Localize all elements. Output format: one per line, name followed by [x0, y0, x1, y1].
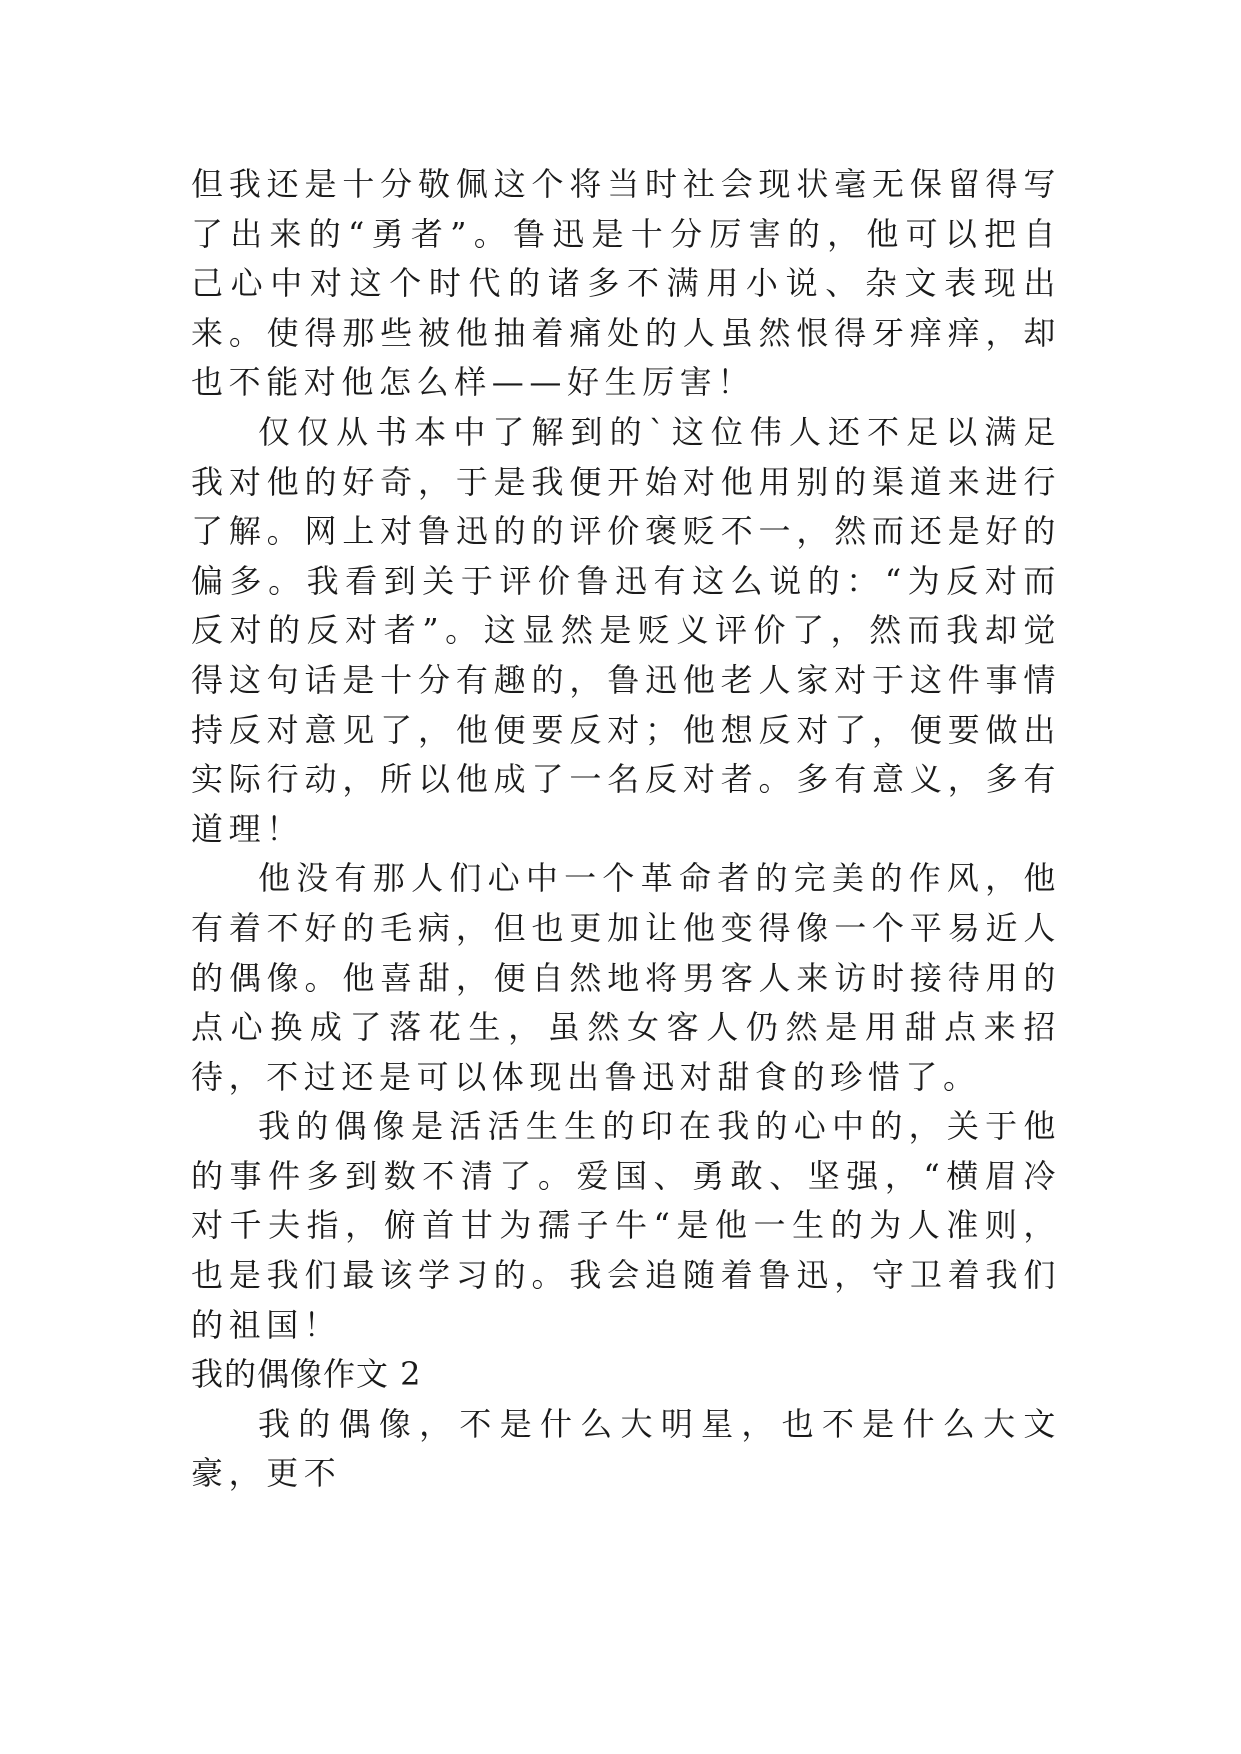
paragraph-2: 仅仅从书本中了解到的`这位伟人还不足以满足我对他的好奇，于是我便开始对他用别的渠道来进行了解。网上对鲁迅的的评价褒贬不一，然而还是好的偏多。我看到关于评价鲁迅有这么说的：“为反对而反对的反对者”。这显然是贬义评价了，然而我却觉得这句话是十分有趣的，鲁迅他老人家对于这件事情持反对意见了，他便要反对；他想反对了，便要做出实际行动，所以他成了一名反对者。多有意义，多有道理！ — [191, 412, 1061, 848]
document-body — [191, 160, 1061, 1499]
section-title: 我的偶像作文 2 — [191, 1355, 422, 1394]
paragraph-4: 我的偶像是活活生生的印在我的心中的，关于他的事件多到数不清了。爱国、勇敢、坚强，“横眉冷对千夫指，俯首甘为孺子牛“是他一生的为人准则，也是我们最该学习的。我会追随着鲁迅，守卫着我们的祖国！ — [191, 1107, 1061, 1344]
paragraph-5: 我的偶像，不是什么大明星，也不是什么大文豪，更不 — [191, 1404, 1061, 1493]
paragraph-1: 但我还是十分敬佩这个将当时社会现状毫无保留得写了出来的“勇者”。鲁迅是十分厉害的，他可以把自己心中对这个时代的诸多不满用小说、杂文表现出来。使得那些被他抽着痛处的人虽然恨得牙痒痒，却也不能对他怎么样——好生厉害！ — [191, 165, 1061, 402]
paragraph-3: 他没有那人们心中一个革命者的完美的作风，他有着不好的毛病，但也更加让他变得像一个平易近人的偶像。他喜甜，便自然地将男客人来访时接待用的点心换成了落花生，虽然女客人仍然是用甜点来招待，不过还是可以体现出鲁迅对甜食的珍惜了。 — [191, 859, 1061, 1096]
